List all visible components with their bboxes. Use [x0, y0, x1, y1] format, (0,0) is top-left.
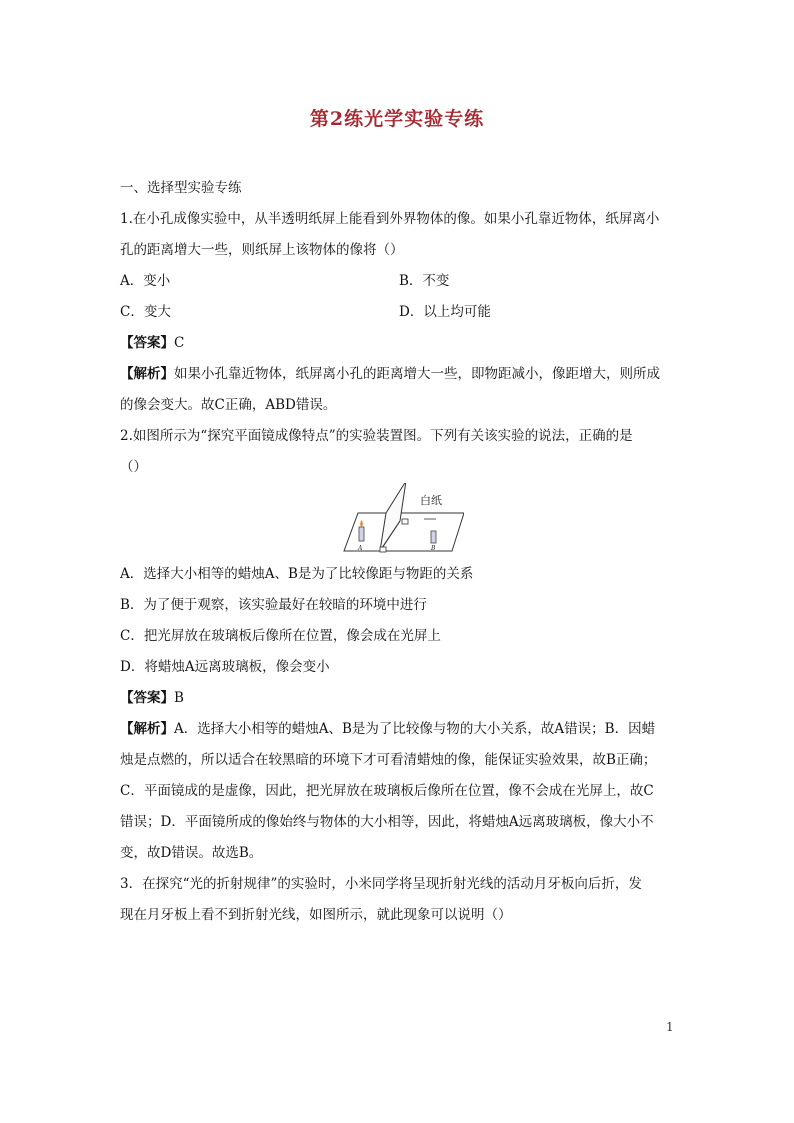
- q1-stem-line2: 孔的距离增大一些，则纸屏上该物体的像将（）: [120, 242, 404, 258]
- candle-flame-icon: [360, 520, 363, 527]
- q2-analysis-line5: 变，故D错误。故选B。: [120, 845, 263, 861]
- plane-mirror-apparatus-figure: [334, 483, 464, 555]
- q1-answer-tag: 【答案】: [120, 335, 174, 351]
- q2-figure-area: [120, 483, 678, 559]
- document-body: [120, 173, 678, 931]
- label-candle-a: A: [358, 545, 363, 552]
- q2-analysis-line4: 错误；D．平面镜所成的像始终与物体的大小相等，因此，将蜡烛A远离玻璃板，像大小不: [120, 814, 654, 830]
- q1-option-b: B．不变: [399, 273, 450, 289]
- label-paper: 白纸: [420, 494, 442, 507]
- q2-option-b: B．为了便于观察，该实验最好在较暗的环境中进行: [120, 597, 427, 613]
- q1-option-a: A．变小: [120, 273, 171, 289]
- q2-stem-line1: 2.如图所示为“探究平面镜成像特点”的实验装置图。下列有关该实验的说法，正确的是: [120, 428, 633, 444]
- q1-answer-value: C: [174, 335, 185, 351]
- q1-option-d: D．以上均可能: [399, 304, 491, 320]
- q1-analysis-text1: 如果小孔靠近物体，纸屏离小孔的距离增大一些，即物距减小，像距增大，则所成: [174, 366, 660, 382]
- q2-answer-value: B: [174, 690, 184, 706]
- q2-option-d: D．将蜡烛A远离玻璃板，像会变小: [120, 659, 330, 675]
- q1-analysis-line2: 的像会变大。故C正确，ABD错误。: [120, 397, 337, 413]
- q2-option-a: A．选择大小相等的蜡烛A、B是为了比较像距与物距的关系: [120, 566, 474, 582]
- q2-stem-line2: （）: [120, 459, 147, 475]
- glass-plate: [380, 483, 406, 551]
- q2-answer: [120, 683, 678, 714]
- q2-answer-tag: 【答案】: [120, 690, 174, 706]
- section-heading: 一、选择型实验专练: [120, 180, 242, 196]
- candle-b: [431, 531, 436, 543]
- label-candle-b: B: [431, 545, 436, 552]
- plate-stand-front: [380, 547, 386, 552]
- q1-analysis-line1: [120, 359, 678, 390]
- q1-options-row1: [120, 266, 678, 297]
- plate-stand-back: [402, 519, 408, 524]
- q1-options-row2: [120, 297, 678, 328]
- q3-stem-line1: 3．在探究“光的折射规律”的实验时，小米同学将呈现折射光线的活动月牙板向后折，发: [120, 876, 642, 892]
- q1-answer: [120, 328, 678, 359]
- q3-stem-line2: 现在月牙板上看不到折射光线，如图所示，就此现象可以说明（）: [120, 907, 512, 923]
- q1-option-c: C．变大: [120, 304, 171, 320]
- q2-analysis-tag: 【解析】: [120, 721, 174, 737]
- q1-stem-line1: 1.在小孔成像实验中，从半透明纸屏上能看到外界物体的像。如果小孔靠近物体，纸屏离小: [120, 211, 660, 227]
- candle-a: [359, 527, 364, 541]
- q2-analysis-line2: 烛是点燃的，所以适合在较黑暗的环境下才可看清蜡烛的像，能保证实验效果，故B正确；: [120, 752, 657, 768]
- q1-analysis-tag: 【解析】: [120, 366, 174, 382]
- q2-analysis-line3: C．平面镜成的是虚像，因此，把光屏放在玻璃板后像所在位置，像不会成在光屏上，故C: [120, 783, 654, 799]
- q2-option-c: C．把光屏放在玻璃板后像所在位置，像会成在光屏上: [120, 628, 441, 644]
- q2-analysis-text1: A．选择大小相等的蜡烛A、B是为了比较像与物的大小关系，故A错误；B．因蜡: [174, 721, 656, 737]
- page-title: 第2练光学实验专练: [309, 108, 485, 130]
- q2-analysis-line1: [120, 714, 678, 745]
- page-number: 1: [666, 1020, 674, 1034]
